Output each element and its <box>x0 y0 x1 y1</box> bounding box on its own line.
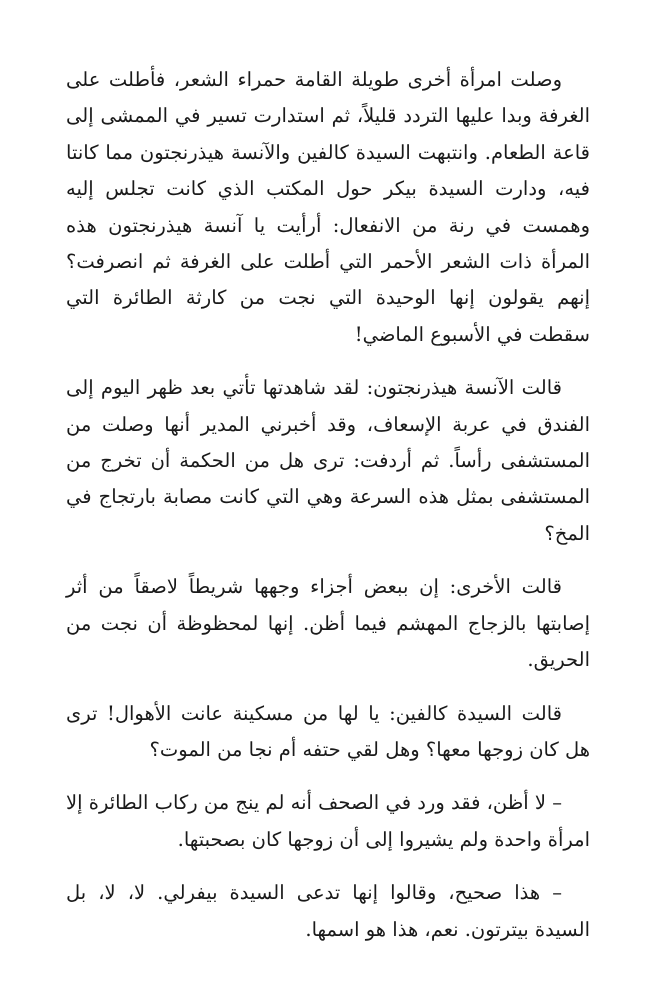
paragraph-3: قالت الأخرى: إن ببعض أجزاء وجهها شريطاً لاصقاً من أثر إصابتها بالزجاج المهشم فيما أظن. إنها لمحظوظة أن نجت من الحريق. <box>66 575 590 672</box>
paragraph-4: قالت السيدة كالفين: يا لها من مسكينة عانت الأهوال! ترى هل كان زوجها معها؟ وهل لقي حتفه أم نجا من الموت؟ <box>66 701 590 761</box>
paragraph-6: – هذا صحيح، وقالوا إنها تدعى السيدة بيفرلي. لا، لا، بل السيدة بيترتون. نعم، هذا هو اسمها. <box>66 881 590 941</box>
book-page-text <box>66 62 590 965</box>
paragraph-2: قالت الآنسة هيذرنجتون: لقد شاهدتها تأتي بعد ظهر اليوم إلى الفندق في عربة الإسعاف، وقد أخبرني المدير أنها وصلت من المستشفى رأساً. ثم أردفت: ترى هل من الحكمة أن تخرج من المستشفى بمثل هذه السرعة وهي التي كانت مصابة بارتجاج في المخ؟ <box>66 376 590 545</box>
paragraph-1: وصلت امرأة أخرى طويلة القامة حمراء الشعر، فأطلت على الغرفة وبدا عليها التردد قليلاً، ثم استدارت تسير في الممشى إلى قاعة الطعام. وانتبهت السيدة كالفين والآنسة هيذرنجتون مما كانتا فيه، ودارت السيدة بيكر حول المكتب الذي كانت تجلس إليه وهمست في رنة من الانفعال: أرأيت يا آنسة هيذرنجتون هذه المرأة ذات الشعر الأحمر التي أطلت على الغرفة ثم انصرفت؟ إنهم يقولون إنها الوحيدة التي نجت من كارثة الطائرة التي سقطت في الأسبوع الماضي! <box>66 68 590 346</box>
paragraph-5: – لا أظن، فقد ورد في الصحف أنه لم ينج من ركاب الطائرة إلا امرأة واحدة ولم يشيروا إلى أن زوجها كان بصحبتها. <box>66 791 590 851</box>
